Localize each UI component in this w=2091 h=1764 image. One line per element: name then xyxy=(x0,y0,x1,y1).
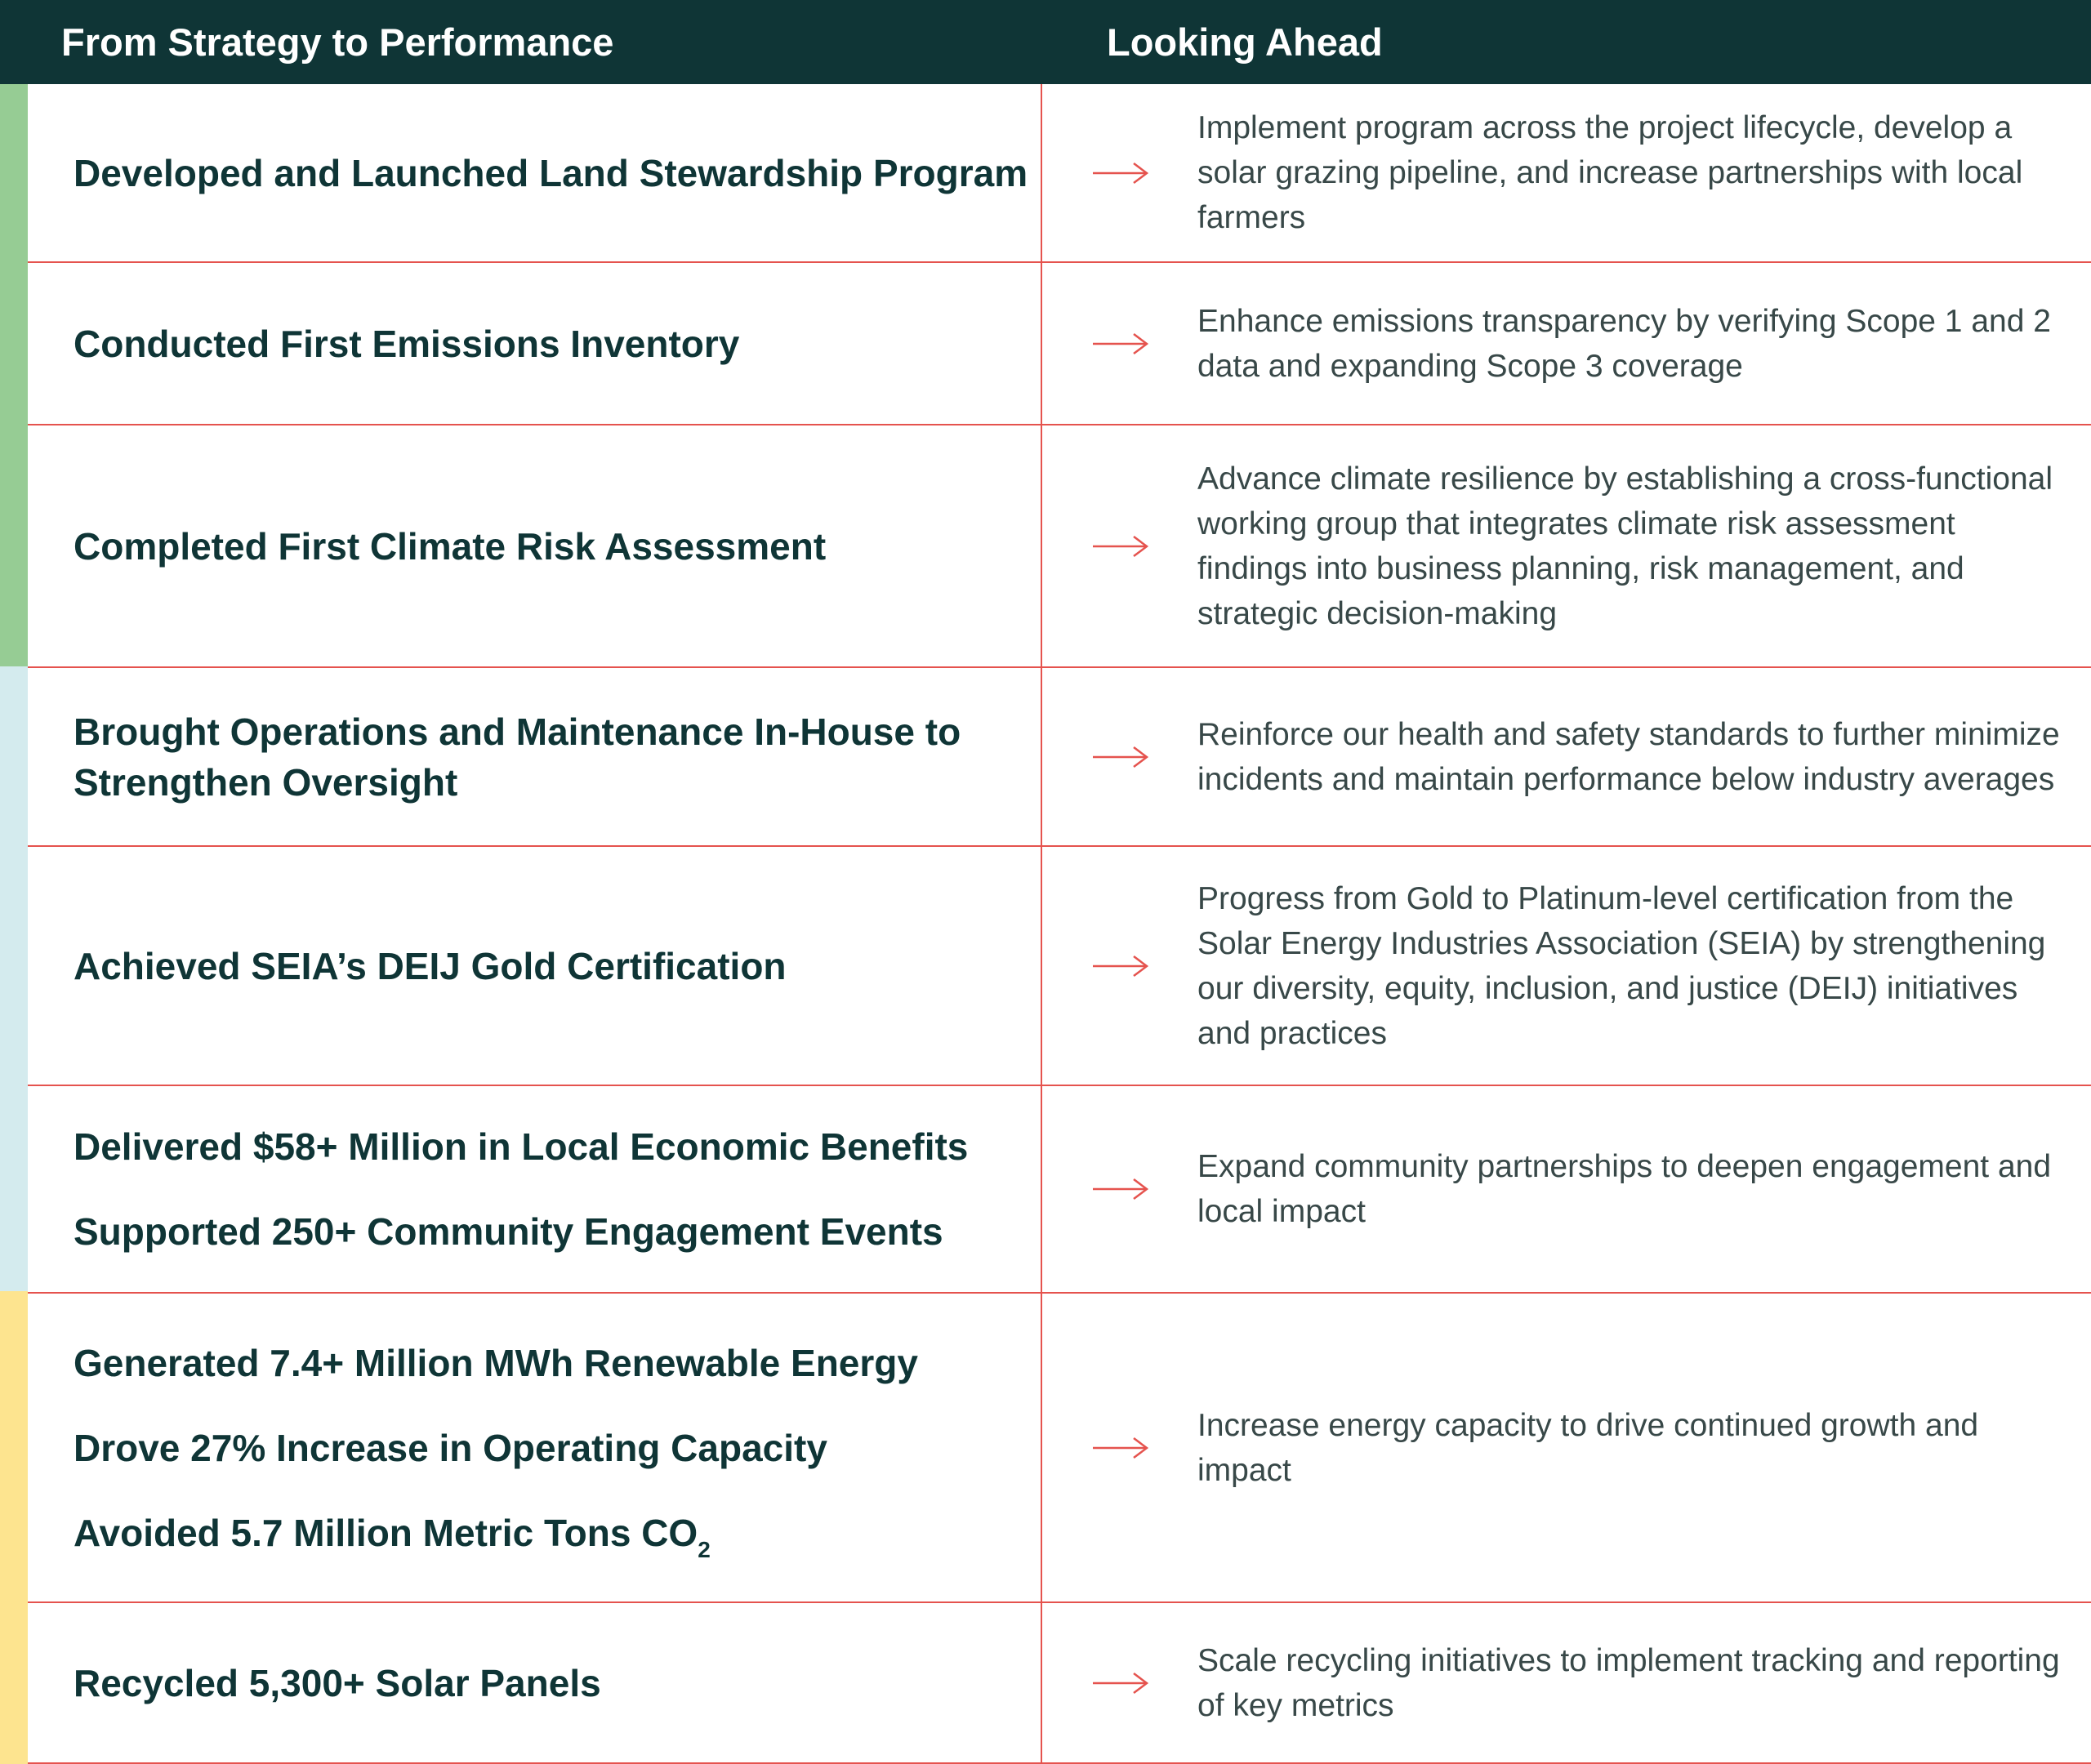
table-row xyxy=(28,425,2091,668)
arrow-right-icon xyxy=(1091,1178,1150,1200)
looking-ahead-text: Progress from Gold to Platinum-level certification from the Solar Energy Industries Association (SEIA) by strengthening our diversity, equity, inclusion, and justice (DEIJ) initiatives and practices xyxy=(1197,880,2046,1051)
achievement-cell xyxy=(74,84,1029,261)
header-right-title: Looking Ahead xyxy=(1107,20,1383,64)
looking-ahead-text: Reinforce our health and safety standards to further minimize incidents and maintain performance below industry averages xyxy=(1197,716,2060,797)
category-band-social xyxy=(0,666,28,1291)
achievement-text: Achieved SEIA’s DEIJ Gold Certification xyxy=(74,944,787,987)
achievement-text: Generated 7.4+ Million MWh Renewable Energy xyxy=(74,1341,918,1384)
co2-text: Avoided 5.7 Million Metric Tons CO xyxy=(74,1511,698,1554)
looking-ahead-text: Advance climate resilience by establishing a cross-functional working group that integrates climate risk assessment findings into business planning, risk management, and strategic decision-making xyxy=(1197,461,2053,631)
achievement-text: Brought Operations and Maintenance In-House to Strengthen Oversight xyxy=(74,710,961,804)
header-left-title: From Strategy to Performance xyxy=(61,20,614,64)
arrow-right-icon xyxy=(1091,332,1150,355)
arrow-right-icon xyxy=(1091,1437,1150,1459)
column-divider xyxy=(1041,84,1042,1764)
looking-ahead-cell xyxy=(1197,668,2067,845)
table-row xyxy=(28,84,2091,263)
looking-ahead-cell xyxy=(1197,1603,2067,1762)
achievement-text: Recycled 5,300+ Solar Panels xyxy=(74,1661,601,1704)
table-row xyxy=(28,1086,2091,1294)
table-row xyxy=(28,263,2091,425)
looking-ahead-text: Enhance emissions transparency by verifying Scope 1 and 2 data and expanding Scope 3 coverage xyxy=(1197,303,2051,384)
looking-ahead-text: Increase energy capacity to drive continued growth and impact xyxy=(1197,1407,1979,1488)
achievement-text: Developed and Launched Land Stewardship Program xyxy=(74,151,1028,194)
achievement-cell xyxy=(74,1086,1029,1292)
table-row xyxy=(28,1603,2091,1764)
table-header xyxy=(0,0,2091,84)
achievement-text: Conducted First Emissions Inventory xyxy=(74,322,740,365)
achievement-text: Delivered $58+ Million in Local Economic Benefits xyxy=(74,1125,969,1168)
arrow-right-icon xyxy=(1091,162,1150,185)
looking-ahead-text: Expand community partnerships to deepen engagement and local impact xyxy=(1197,1149,2052,1229)
table-row xyxy=(28,847,2091,1086)
achievement-cell xyxy=(74,668,1029,845)
achievement-text: Drove 27% Increase in Operating Capacity xyxy=(74,1426,827,1469)
achievement-cell xyxy=(74,263,1029,424)
co2-subscript: 2 xyxy=(698,1536,711,1562)
arrow-right-icon xyxy=(1091,1672,1150,1695)
arrow-right-icon xyxy=(1091,746,1150,768)
looking-ahead-text: Implement program across the project lifecycle, develop a solar grazing pipeline, and increase partnerships with local farmers xyxy=(1197,110,2023,235)
achievement-text-co2 xyxy=(74,1508,1029,1562)
achievement-text: Completed First Climate Risk Assessment xyxy=(74,524,827,568)
category-band-environment xyxy=(0,84,28,666)
achievement-cell xyxy=(74,847,1029,1085)
arrow-right-icon xyxy=(1091,955,1150,978)
looking-ahead-cell xyxy=(1197,847,2067,1085)
achievement-cell xyxy=(74,1603,1029,1762)
table-row xyxy=(28,668,2091,847)
category-band-performance xyxy=(0,1291,28,1764)
looking-ahead-cell xyxy=(1197,1294,2067,1601)
achievement-cell xyxy=(74,425,1029,666)
looking-ahead-text: Scale recycling initiatives to implement tracking and reporting of key metrics xyxy=(1197,1642,2060,1723)
table-row xyxy=(28,1294,2091,1603)
arrow-right-icon xyxy=(1091,535,1150,558)
looking-ahead-cell xyxy=(1197,263,2067,424)
achievement-text: Supported 250+ Community Engagement Events xyxy=(74,1210,943,1253)
looking-ahead-cell xyxy=(1197,425,2067,666)
looking-ahead-cell xyxy=(1197,84,2067,261)
achievement-cell xyxy=(74,1294,1029,1601)
looking-ahead-cell xyxy=(1197,1086,2067,1292)
